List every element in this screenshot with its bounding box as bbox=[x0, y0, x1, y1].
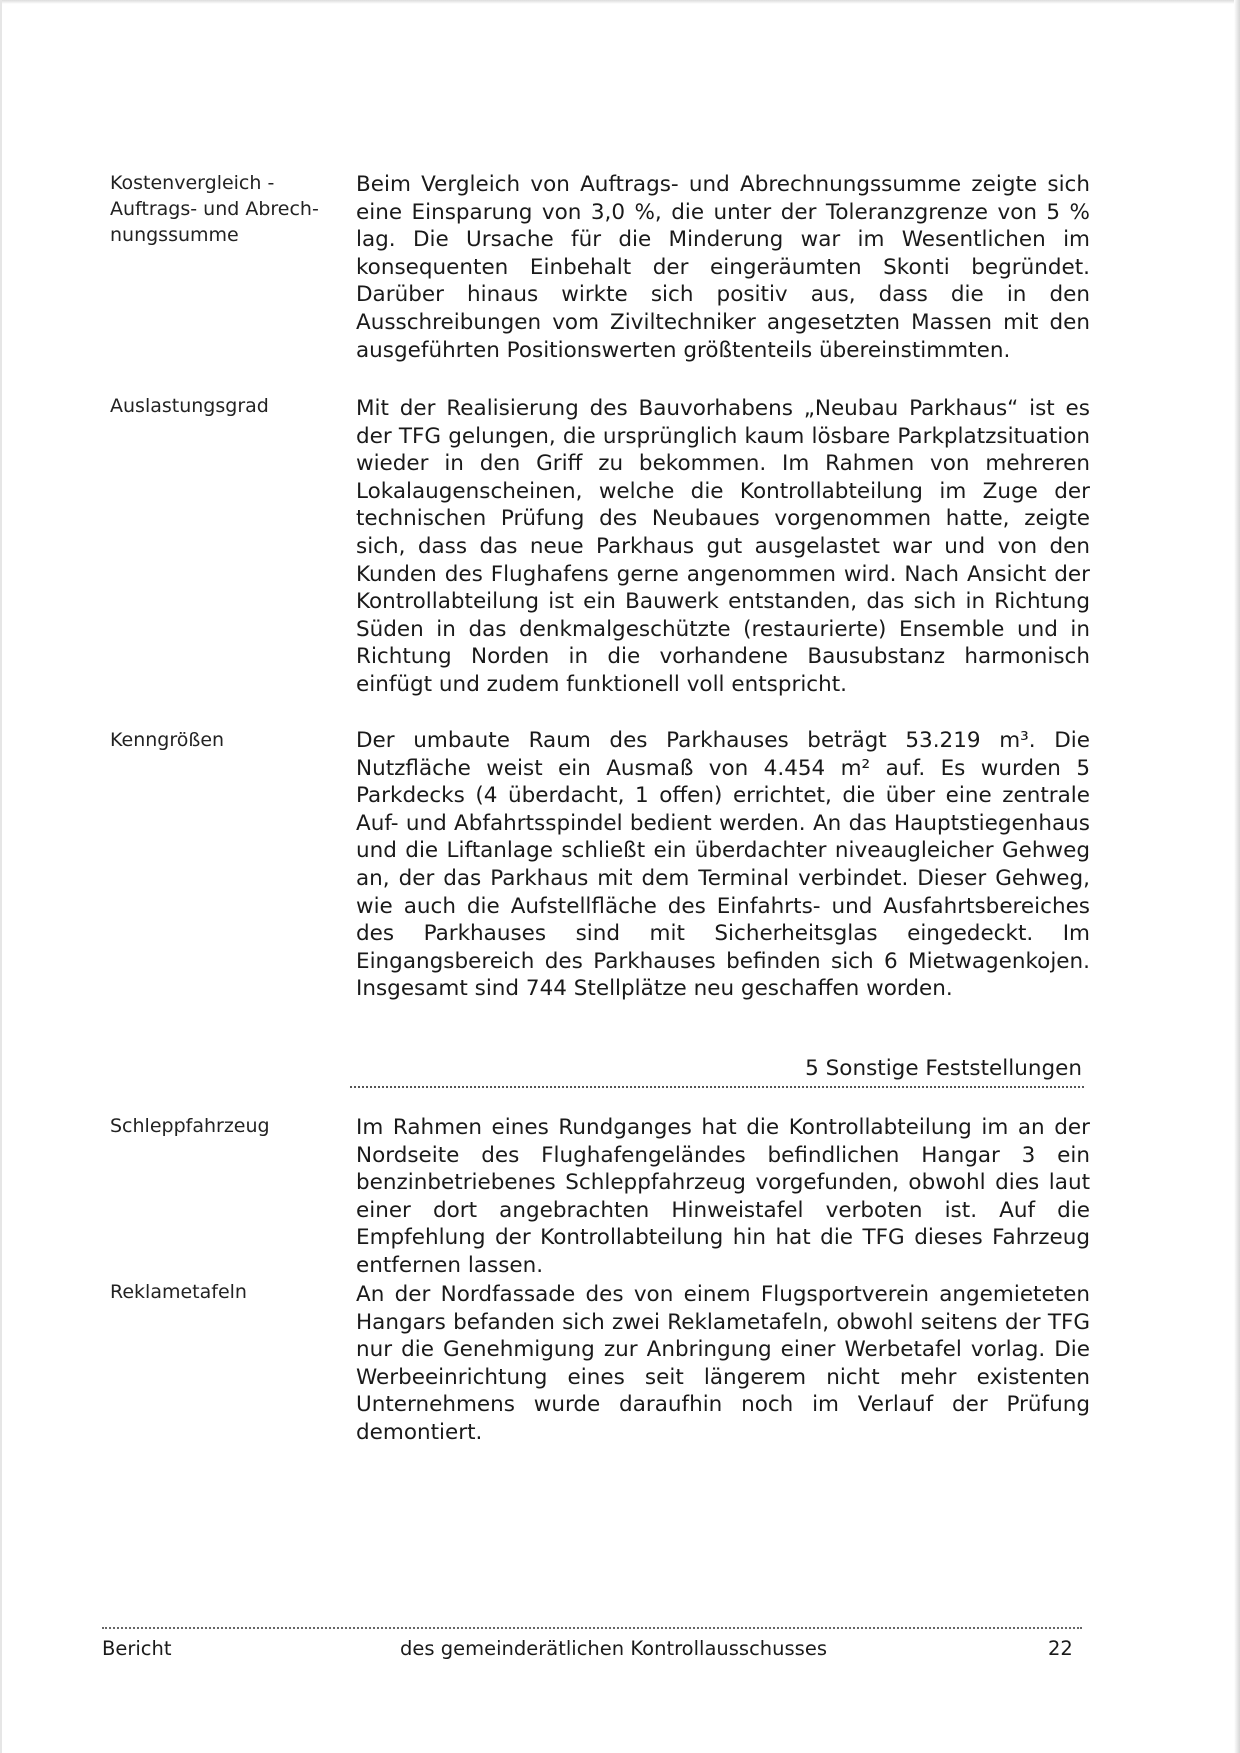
footer-center: des gemeinderätlichen Kontrollausschusses bbox=[400, 1637, 827, 1660]
paragraph-schleppfahrzeug: Im Rahmen eines Rundganges hat die Kontrollabteilung im an der Nordseite des Flughafengeländes befindlichen Hangar 3 ein benzinbetriebenes Schleppfahrzeug vorgefunden, obwohl dies laut einer dort angebrachten Hinweistafel verboten ist. Auf die Empfehlung der Kontrollabteilung hin hat die TFG dieses Fahrzeug entfernen lassen. bbox=[356, 1115, 1090, 1278]
page-edge-left bbox=[0, 0, 2, 1753]
page-edge-top bbox=[0, 0, 1240, 4]
section-heading-rule bbox=[350, 1054, 1084, 1088]
footer-rule bbox=[102, 1627, 1082, 1629]
paragraph-reklametafeln: An der Nordfassade des von einem Flugsportverein angemieteten Hangars befanden sich zwei Reklametafeln, obwohl seitens der TFG nur die Genehmigung zur Anbringung einer Werbetafel vorlag. Die Werbeeinrichtung eines seit längerem nicht mehr existenten Unternehmens wurde daraufhin noch im Verlauf der Prüfung demontiert. bbox=[356, 1282, 1090, 1445]
page-number: 22 bbox=[1048, 1637, 1073, 1660]
side-label-reklametafeln: Reklametafeln bbox=[110, 1281, 247, 1303]
footer-left: Bericht bbox=[102, 1637, 172, 1660]
paragraph-auslastungsgrad: Mit der Realisierung des Bauvorhabens „Neubau Parkhaus“ ist es der TFG gelungen, die ursprünglich kaum lösbare Parkplatzsituation wieder in den Griff zu bekommen. Im Rahmen von mehreren Lokalaugenscheinen, welche die Kontrollabteilung im Zuge der technischen Prüfung des Neubaues vorgenommen hatte, zeigte sich, dass das neue Parkhaus gut ausgelastet war und von den Kunden des Flughafens gerne angenommen wird. Nach Ansicht der Kontrollabteilung ist ein Bauwerk entstanden, das sich in Richtung Süden in das denkmalgeschützte (restaurierte) Ensemble und in Richtung Norden in die vorhandene Bausubstanz harmonisch einfügt und zudem funktionell voll entspricht. bbox=[356, 396, 1090, 697]
side-label-kostenvergleich: Kostenvergleich - Auftrags- und Abrechnungssumme bbox=[110, 172, 319, 246]
section-heading: 5 Sonstige Feststellungen bbox=[805, 1056, 1082, 1081]
side-label-auslastungsgrad: Auslastungsgrad bbox=[110, 395, 269, 417]
page-edge-right bbox=[1234, 0, 1240, 1753]
paragraph-kenngroessen: Der umbaute Raum des Parkhauses beträgt 53.219 m³. Die Nutzfläche weist ein Ausmaß von 4.454 m² auf. Es wurden 5 Parkdecks (4 überdacht, 1 offen) errichtet, die über eine zentrale Auf- und Abfahrtsspindel bedient werden. An das Hauptstiegenhaus und die Liftanlage schließt ein überdachter niveaugleicher Gehweg an, der das Parkhaus mit dem Terminal verbindet. Dieser Gehweg, wie auch die Aufstellfläche des Einfahrts- und Ausfahrtsbereiches des Parkhauses sind mit Sicherheitsglas eingedeckt. Im Eingangsbereich des Parkhauses befinden sich 6 Mietwagenkojen. Insgesamt sind 744 Stellplätze neu geschaffen worden. bbox=[356, 728, 1090, 1002]
paragraph-kostenvergleich: Beim Vergleich von Auftrags- und Abrechnungssumme zeigte sich eine Einsparung von 3,0 %, die unter der Toleranzgrenze von 5 % lag. Die Ursache für die Minderung war im Wesentlichen im konsequenten Einbehalt der eingeräumten Skonti begründet. Darüber hinaus wirkte sich positiv aus, dass die in den Ausschreibungen vom Ziviltechniker angesetzten Massen mit den ausgeführten Positionswerten größtenteils übereinstimmten. bbox=[356, 172, 1090, 363]
side-label-schleppfahrzeug: Schleppfahrzeug bbox=[110, 1115, 270, 1137]
side-label-kenngroessen: Kenngrößen bbox=[110, 729, 225, 751]
